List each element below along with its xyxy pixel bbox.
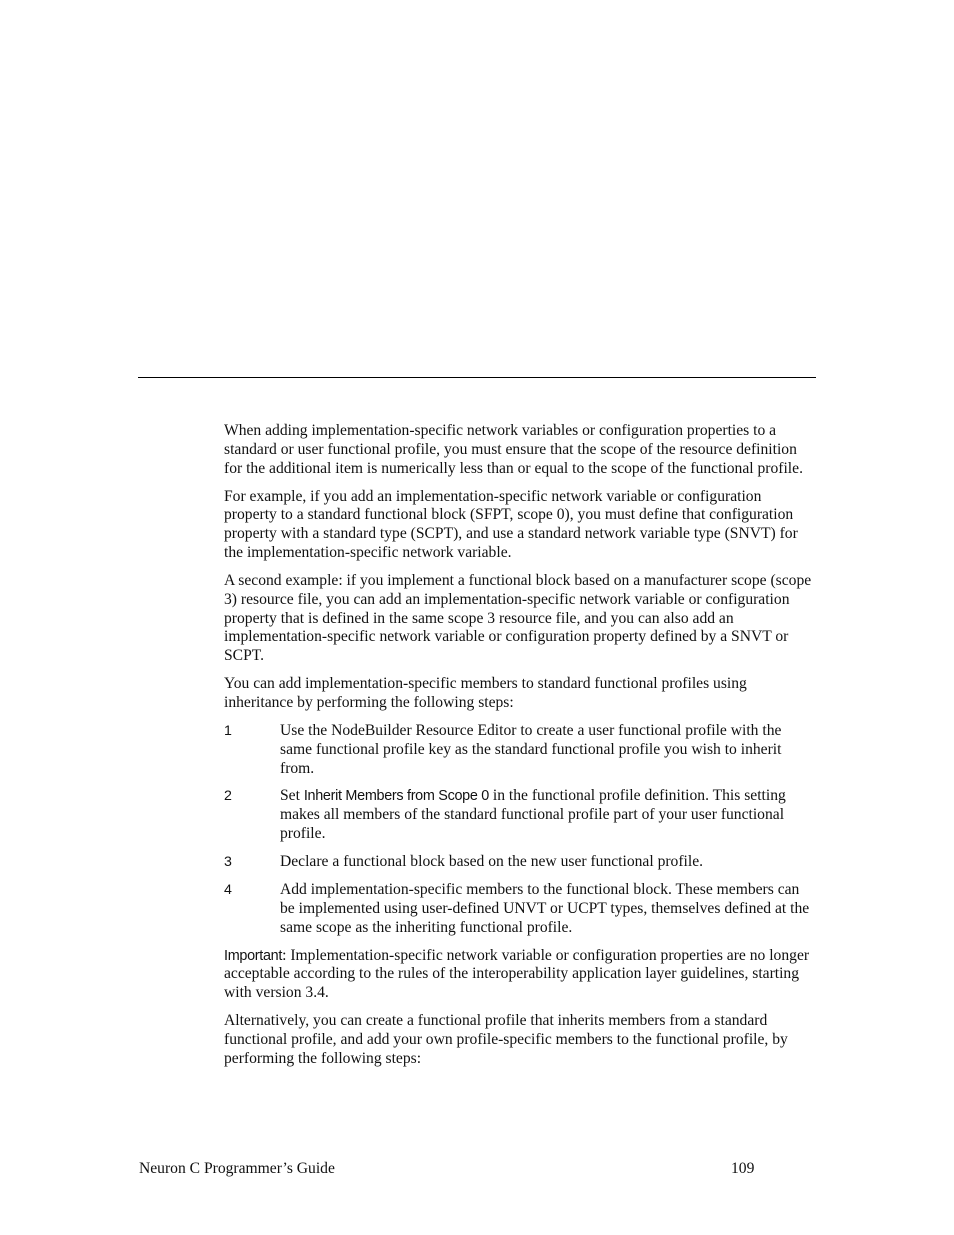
step-1: [224, 722, 816, 778]
step-3: [224, 853, 816, 872]
section-divider: [138, 377, 816, 378]
paragraph-scope-rule: When adding implementation-specific network variables or configuration properties to a standard or user functional profile, you must ensure that the scope of the resource definition for the additional item is numerically less than or equal to the scope of the functional profile.: [224, 422, 803, 477]
step-text: Declare a functional block based on the new user functional profile.: [280, 853, 704, 871]
step-4: [224, 881, 816, 937]
paragraph-example-1: For example, if you add an implementation-specific network variable or configuration property to a standard functional block (SFPT, scope 0), you must define that configuration property with a standard type (SCPT), and use a standard network variable type (SNVT) for the implementation-specific network variable.: [224, 487, 798, 561]
important-note: [224, 947, 816, 1003]
footer-document-title: Neuron C Programmer’s Guide: [139, 1160, 335, 1177]
paragraph-inheritance-intro: You can add implementation-specific members to standard functional profiles using inheritance by performing the following steps:: [224, 675, 747, 711]
footer-page-number: 109: [731, 1160, 755, 1177]
ui-option-term: Inherit Members from Scope 0: [303, 788, 489, 805]
paragraph-example-2: A second example: if you implement a functional block based on a manufacturer scope (scope 3) resource file, you can add an implementation-specific network variable or configuration property that is defined in the same scope 3 resource file, and you can also add an implementation-specific network variable or configuration property defined by a SNVT or SCPT.: [224, 571, 812, 665]
step-number: 1: [224, 722, 232, 739]
step-text: Use the NodeBuilder Resource Editor to create a user functional profile with the same functional profile key as the standard functional profile you wish to inherit from.: [280, 721, 782, 777]
body-content: [224, 422, 816, 1078]
paragraph-alternative: Alternatively, you can create a functional profile that inherits members from a standard functional profile, and add your own profile-specific members to the functional profile, by performing the following steps:: [224, 1012, 788, 1067]
important-text: : Implementation-specific network variable or configuration properties are no longer acceptable according to the rules of the interoperability application layer guidelines, starting with version 3.4.: [224, 946, 810, 1002]
step-2: [224, 787, 816, 843]
step-text: Add implementation-specific members to the functional block. These members can be implemented using user-defined UNVT or UCPT types, themselves defined at the same scope as the inheriting functional profile.: [280, 881, 810, 936]
step-number: 2: [224, 788, 232, 805]
step-text-prefix: Set: [280, 787, 304, 805]
step-number: 4: [224, 882, 232, 899]
step-number: 3: [224, 854, 232, 871]
step-text-suffix: in the functional profile definition. This setting makes all members of the standard functional profile part of your user functional profile.: [280, 787, 786, 843]
important-label: Important: [224, 947, 283, 964]
